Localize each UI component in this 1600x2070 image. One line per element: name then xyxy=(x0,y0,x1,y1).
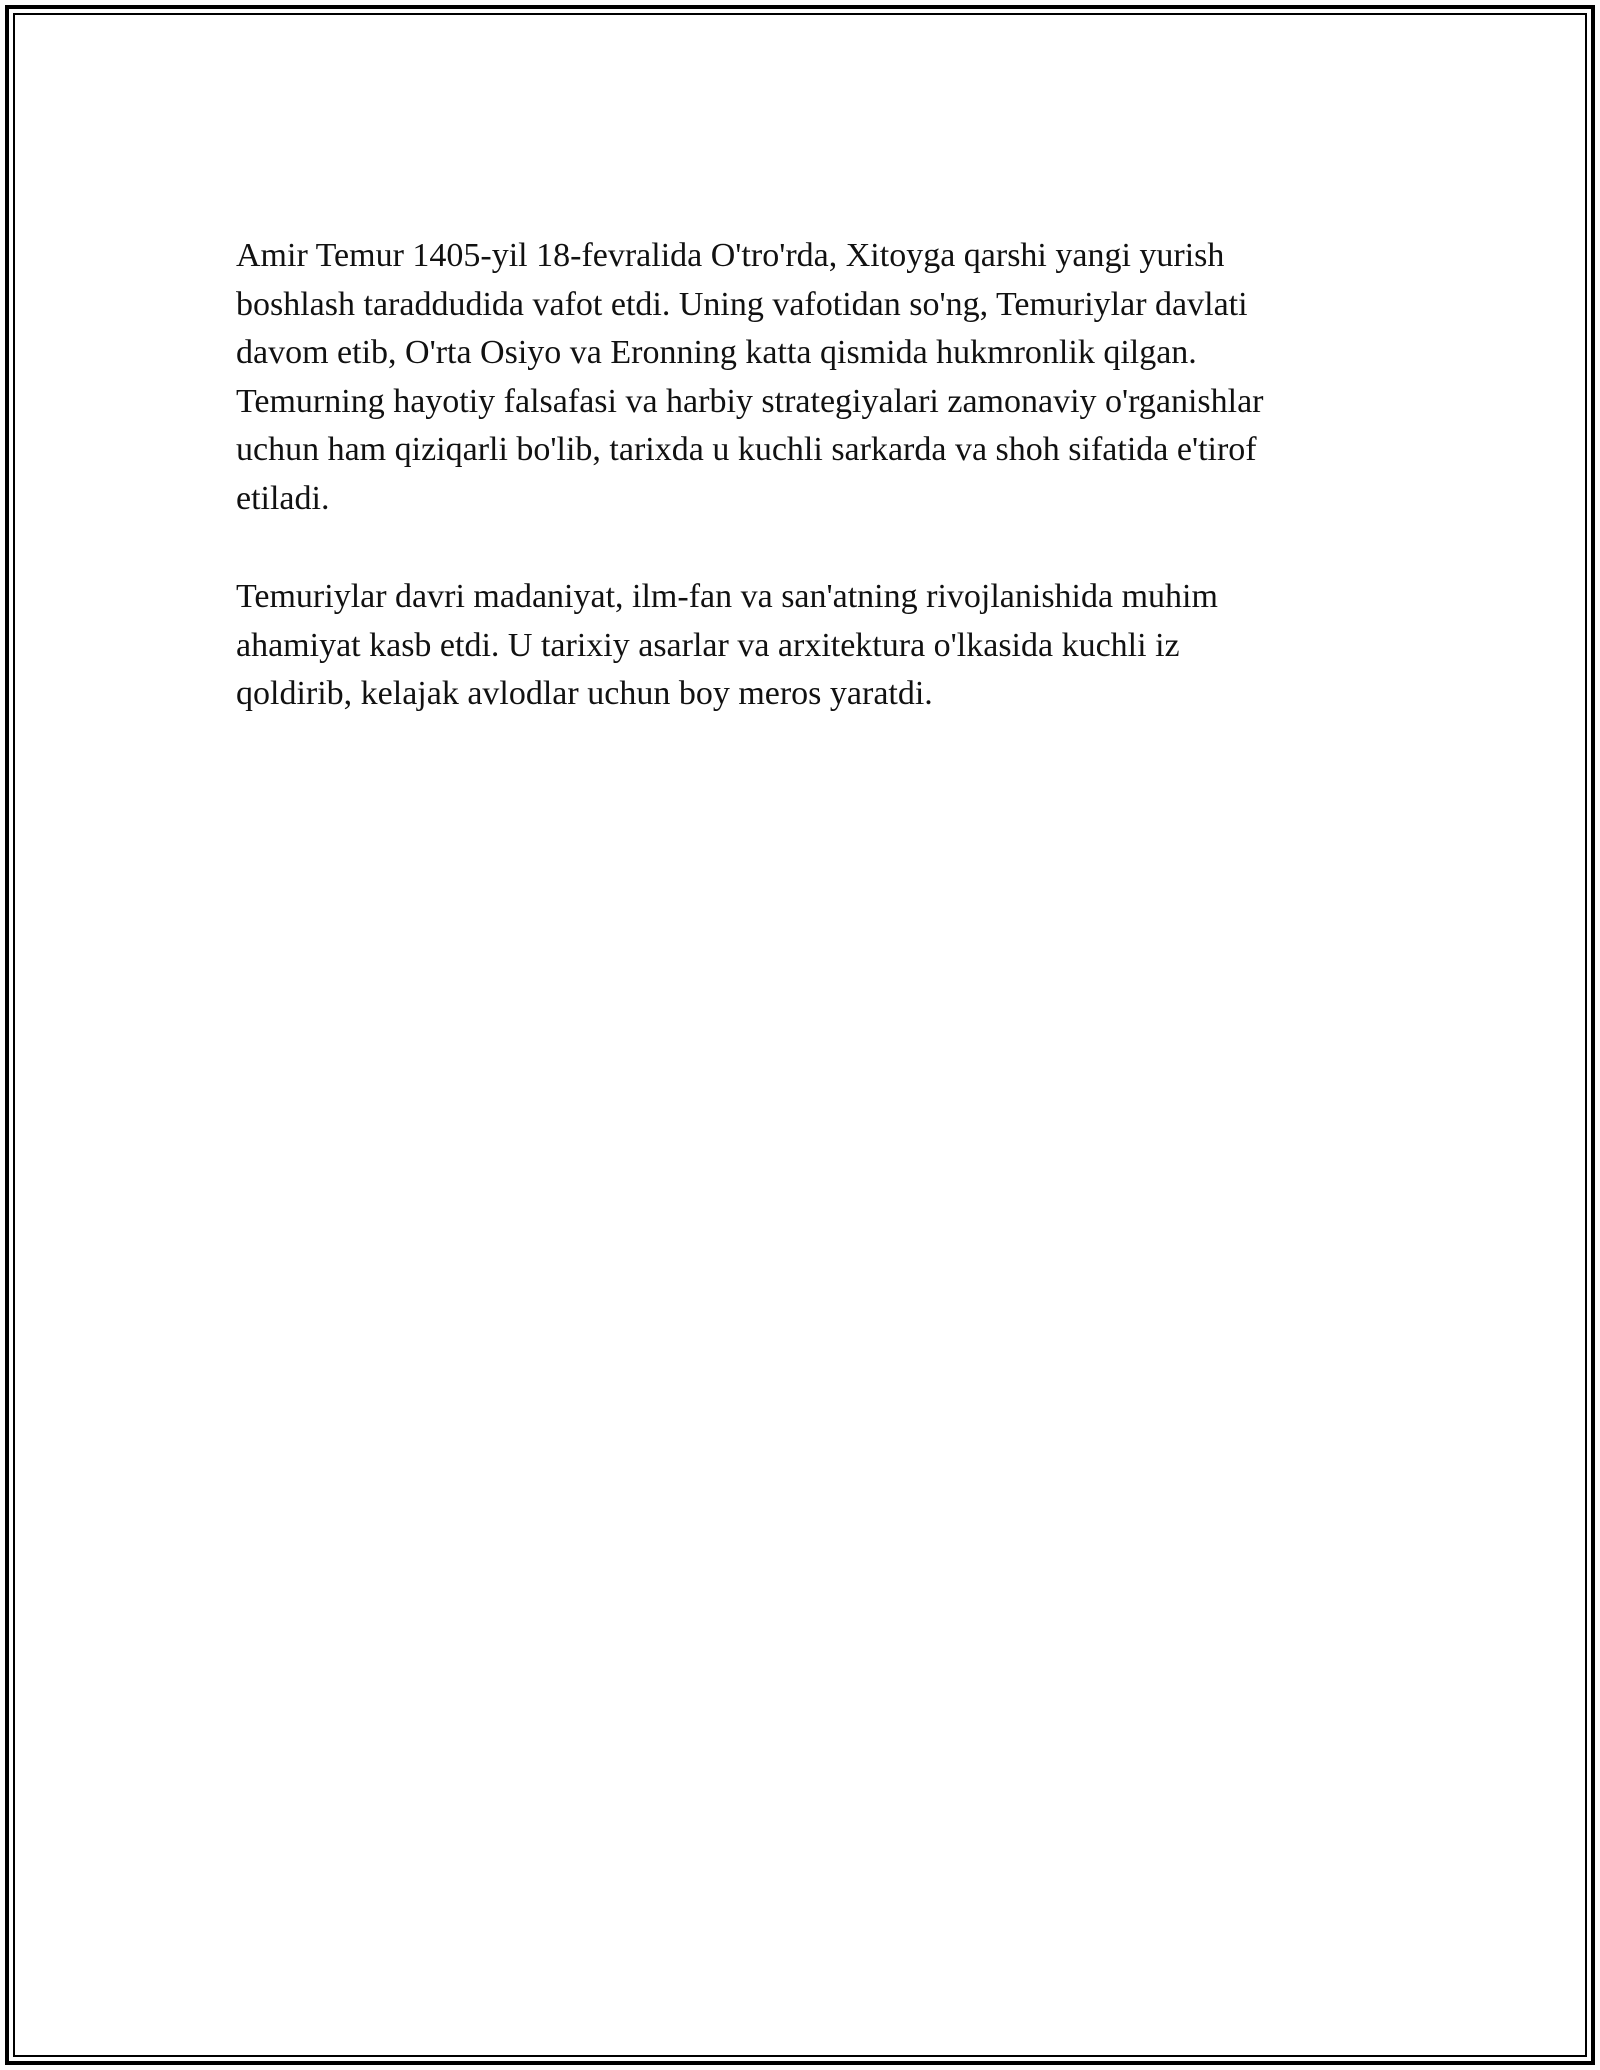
paragraph-amir-temur-death: Amir Temur 1405-yil 18-fevralida O'tro'rda, Xitoyga qarshi yangi yurish boshlash taraddudida vafot etdi. Uning vafotidan so'ng, Temuriylar davlati davom etib, O'rta Osiyo va Eronning katta qismida hukmronlik qilgan. Temurning hayotiy falsafasi va harbiy strategiyalari zamonaviy o'rganishlar uchun ham qiziqarli bo'lib, tarixda u kuchli sarkarda va shoh sifatida e'tirof etiladi. xyxy=(236,237,1264,517)
document-body xyxy=(236,232,1366,719)
paragraph-timurid-era: Temuriylar davri madaniyat, ilm-fan va san'atning rivojlanishida muhim ahamiyat kasb etdi. U tarixiy asarlar va arxitektura o'lkasida kuchli iz qoldirib, kelajak avlodlar uchun boy meros yaratdi. xyxy=(236,578,1218,712)
